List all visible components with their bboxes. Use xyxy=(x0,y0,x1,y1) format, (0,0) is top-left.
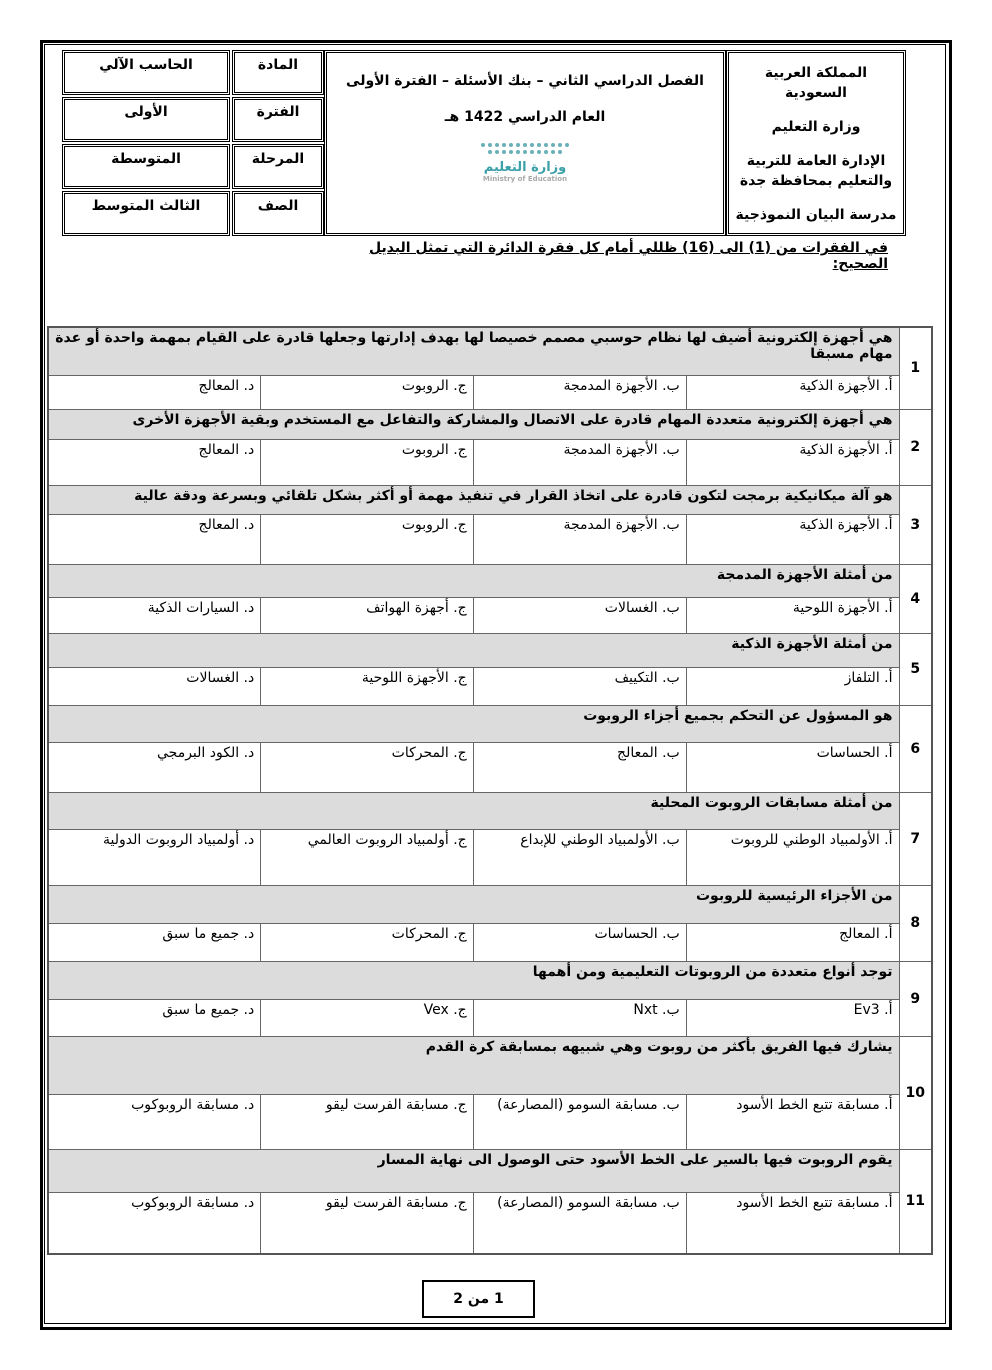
instructions: في الفقرات من (1) الى (16) ظللي أمام كل فقرة الدائرة التي تمثل البديل الصحيح: xyxy=(369,240,888,272)
question-text: من أمثلة الأجهزة المدمجة xyxy=(48,564,899,597)
answer-option[interactable]: د. جميع ما سبق xyxy=(48,923,261,961)
answer-option[interactable]: أ. الأجهزة الذكية xyxy=(686,375,899,409)
question-text: يقوم الروبوت فيها بالسير على الخط الأسود حتى الوصول الى نهاية المسار xyxy=(48,1149,899,1192)
grade-value: الثالث المتوسط xyxy=(62,191,230,236)
stage-label: المرحلة xyxy=(232,144,324,189)
answer-option[interactable]: ج. الروبوت xyxy=(261,514,473,564)
answer-option[interactable]: د. السيارات الذكية xyxy=(48,597,261,633)
question-number: 4 xyxy=(899,564,932,633)
subject-value: الحاسب الآلي xyxy=(62,50,230,95)
academic-year: العام الدراسي 1422 هـ xyxy=(444,109,606,125)
period-label: الفترة xyxy=(232,97,324,142)
answer-option[interactable]: ج. مسابقة الفرست ليقو xyxy=(261,1192,473,1254)
answer-option[interactable]: ب. المعالج xyxy=(473,742,686,792)
logo-text-ar: وزارة التعليم xyxy=(483,160,567,175)
exam-info-grid xyxy=(62,50,324,236)
options-row xyxy=(48,667,932,705)
question-row xyxy=(48,705,932,742)
question-text: من الأجزاء الرئيسية للروبوت xyxy=(48,885,899,923)
question-row xyxy=(48,1036,932,1094)
question-text: هو آلة ميكانيكية برمجت لتكون قادرة على اتخاذ القرار في تنفيذ مهمة أو أكثر بشكل تلقائي وبسرعة ودقة عالية xyxy=(48,485,899,514)
options-row xyxy=(48,923,932,961)
answer-option[interactable]: أ. التلفاز xyxy=(686,667,899,705)
question-number: 1 xyxy=(899,327,932,409)
answer-option[interactable]: أ. الأولمبياد الوطني للروبوت xyxy=(686,829,899,885)
answer-option[interactable]: د. الغسالات xyxy=(48,667,261,705)
answer-option[interactable]: ب. الحساسات xyxy=(473,923,686,961)
answer-option[interactable]: ب. مسابقة السومو (المصارعة) xyxy=(473,1094,686,1149)
question-row xyxy=(48,485,932,514)
options-row xyxy=(48,999,932,1036)
options-row xyxy=(48,597,932,633)
question-number: 8 xyxy=(899,885,932,961)
school-name: مدرسة البيان النموذجية xyxy=(735,207,897,223)
school-info xyxy=(726,50,906,236)
answer-option[interactable]: ب. التكييف xyxy=(473,667,686,705)
answer-option[interactable]: د. مسابقة الروبوكوب xyxy=(48,1094,261,1149)
answer-option[interactable]: أ. الحساسات xyxy=(686,742,899,792)
answer-option[interactable]: أ. المعالج xyxy=(686,923,899,961)
answer-option[interactable]: د. أولمبياد الروبوت الدولية xyxy=(48,829,261,885)
question-row xyxy=(48,792,932,829)
questions-table xyxy=(47,326,933,1255)
question-row xyxy=(48,961,932,999)
question-text: هي أجهزة إلكترونية أضيف لها نظام حوسبي مصمم خصيصا لها بهدف إدارتها وجعلها قادرة على القيام بمهمة واحدة أو عدة مهام مسبقا xyxy=(48,327,899,375)
answer-option[interactable]: ب. الغسالات xyxy=(473,597,686,633)
answer-option[interactable]: ج. أجهزة الهواتف xyxy=(261,597,473,633)
answer-option[interactable]: أ. الأجهزة اللوحية xyxy=(686,597,899,633)
options-row xyxy=(48,375,932,409)
answer-option[interactable]: أ. الأجهزة الذكية xyxy=(686,514,899,564)
country: المملكة العربية السعودية xyxy=(764,65,868,101)
answer-option[interactable]: د. مسابقة الروبوكوب xyxy=(48,1192,261,1254)
options-row xyxy=(48,1192,932,1254)
grade-label: الصف xyxy=(232,191,324,236)
question-number: 9 xyxy=(899,961,932,1036)
answer-option[interactable]: ب. الأجهزة المدمجة xyxy=(473,439,686,485)
logo-text-en: Ministry of Education xyxy=(482,175,568,183)
answer-option[interactable]: د. جميع ما سبق xyxy=(48,999,261,1036)
question-number: 7 xyxy=(899,792,932,885)
page-number: 1 من 2 xyxy=(422,1280,535,1318)
options-row xyxy=(48,1094,932,1149)
answer-option[interactable]: ب. الأجهزة المدمجة xyxy=(473,514,686,564)
question-number: 5 xyxy=(899,633,932,705)
exam-title-box xyxy=(324,50,726,236)
answer-option[interactable]: ب. الأجهزة المدمجة xyxy=(473,375,686,409)
subject-label: المادة xyxy=(232,50,324,95)
answer-option[interactable]: ب. مسابقة السومو (المصارعة) xyxy=(473,1192,686,1254)
answer-option[interactable]: د. المعالج xyxy=(48,439,261,485)
answer-option[interactable]: ج. المحركات xyxy=(261,742,473,792)
options-row xyxy=(48,829,932,885)
question-row xyxy=(48,1149,932,1192)
options-row xyxy=(48,742,932,792)
question-text: يشارك فيها الفريق بأكثر من روبوت وهي شبيهه بمسابقة كرة القدم xyxy=(48,1036,899,1094)
ministry: وزارة التعليم xyxy=(771,119,861,135)
answer-option[interactable]: ب. Nxt xyxy=(473,999,686,1036)
options-row xyxy=(48,514,932,564)
question-number: 2 xyxy=(899,409,932,485)
period-value: الأولى xyxy=(62,97,230,142)
answer-option[interactable]: ب. الأولمبياد الوطني للإبداع xyxy=(473,829,686,885)
answer-option[interactable]: ج. الأجهزة اللوحية xyxy=(261,667,473,705)
question-row xyxy=(48,564,932,597)
answer-option[interactable]: ج. المحركات xyxy=(261,923,473,961)
directorate: الإدارة العامة للتربية والتعليم بمحافظة جدة xyxy=(739,153,893,189)
answer-option[interactable]: أ. Ev3 xyxy=(686,999,899,1036)
question-row xyxy=(48,409,932,439)
question-number: 6 xyxy=(899,705,932,792)
ministry-logo xyxy=(475,143,575,183)
exam-title: الفصل الدراسي الثاني – بنك الأسئلة – الفترة الأولى xyxy=(346,73,704,89)
logo-dots-icon xyxy=(480,143,570,154)
answer-option[interactable]: أ. مسابقة تتبع الخط الأسود xyxy=(686,1094,899,1149)
answer-option[interactable]: ج. أولمبياد الروبوت العالمي xyxy=(261,829,473,885)
answer-option[interactable]: أ. الأجهزة الذكية xyxy=(686,439,899,485)
question-text: من أمثلة مسابقات الروبوت المحلية xyxy=(48,792,899,829)
answer-option[interactable]: د. المعالج xyxy=(48,514,261,564)
answer-option[interactable]: د. المعالج xyxy=(48,375,261,409)
answer-option[interactable]: أ. مسابقة تتبع الخط الأسود xyxy=(686,1192,899,1254)
answer-option[interactable]: ج. الروبوت xyxy=(261,375,473,409)
question-text: توجد أنواع متعددة من الروبوتات التعليمية ومن أهمها xyxy=(48,961,899,999)
question-row xyxy=(48,327,932,375)
options-row xyxy=(48,439,932,485)
question-number: 3 xyxy=(899,485,932,564)
question-text: هي أجهزة إلكترونية متعددة المهام قادرة على الاتصال والمشاركة والتفاعل مع المستخدم وبقية الأجهزة الأخرى xyxy=(48,409,899,439)
question-row xyxy=(48,633,932,667)
question-row xyxy=(48,885,932,923)
question-text: هو المسؤول عن التحكم بجميع أجزاء الروبوت xyxy=(48,705,899,742)
question-text: من أمثلة الأجهزة الذكية xyxy=(48,633,899,667)
answer-option[interactable]: ج. Vex xyxy=(261,999,473,1036)
answer-option[interactable]: د. الكود البرمجي xyxy=(48,742,261,792)
answer-option[interactable]: ج. مسابقة الفرست ليقو xyxy=(261,1094,473,1149)
answer-option[interactable]: ج. الروبوت xyxy=(261,439,473,485)
question-number: 11 xyxy=(899,1149,932,1254)
stage-value: المتوسطة xyxy=(62,144,230,189)
question-number: 10 xyxy=(899,1036,932,1149)
